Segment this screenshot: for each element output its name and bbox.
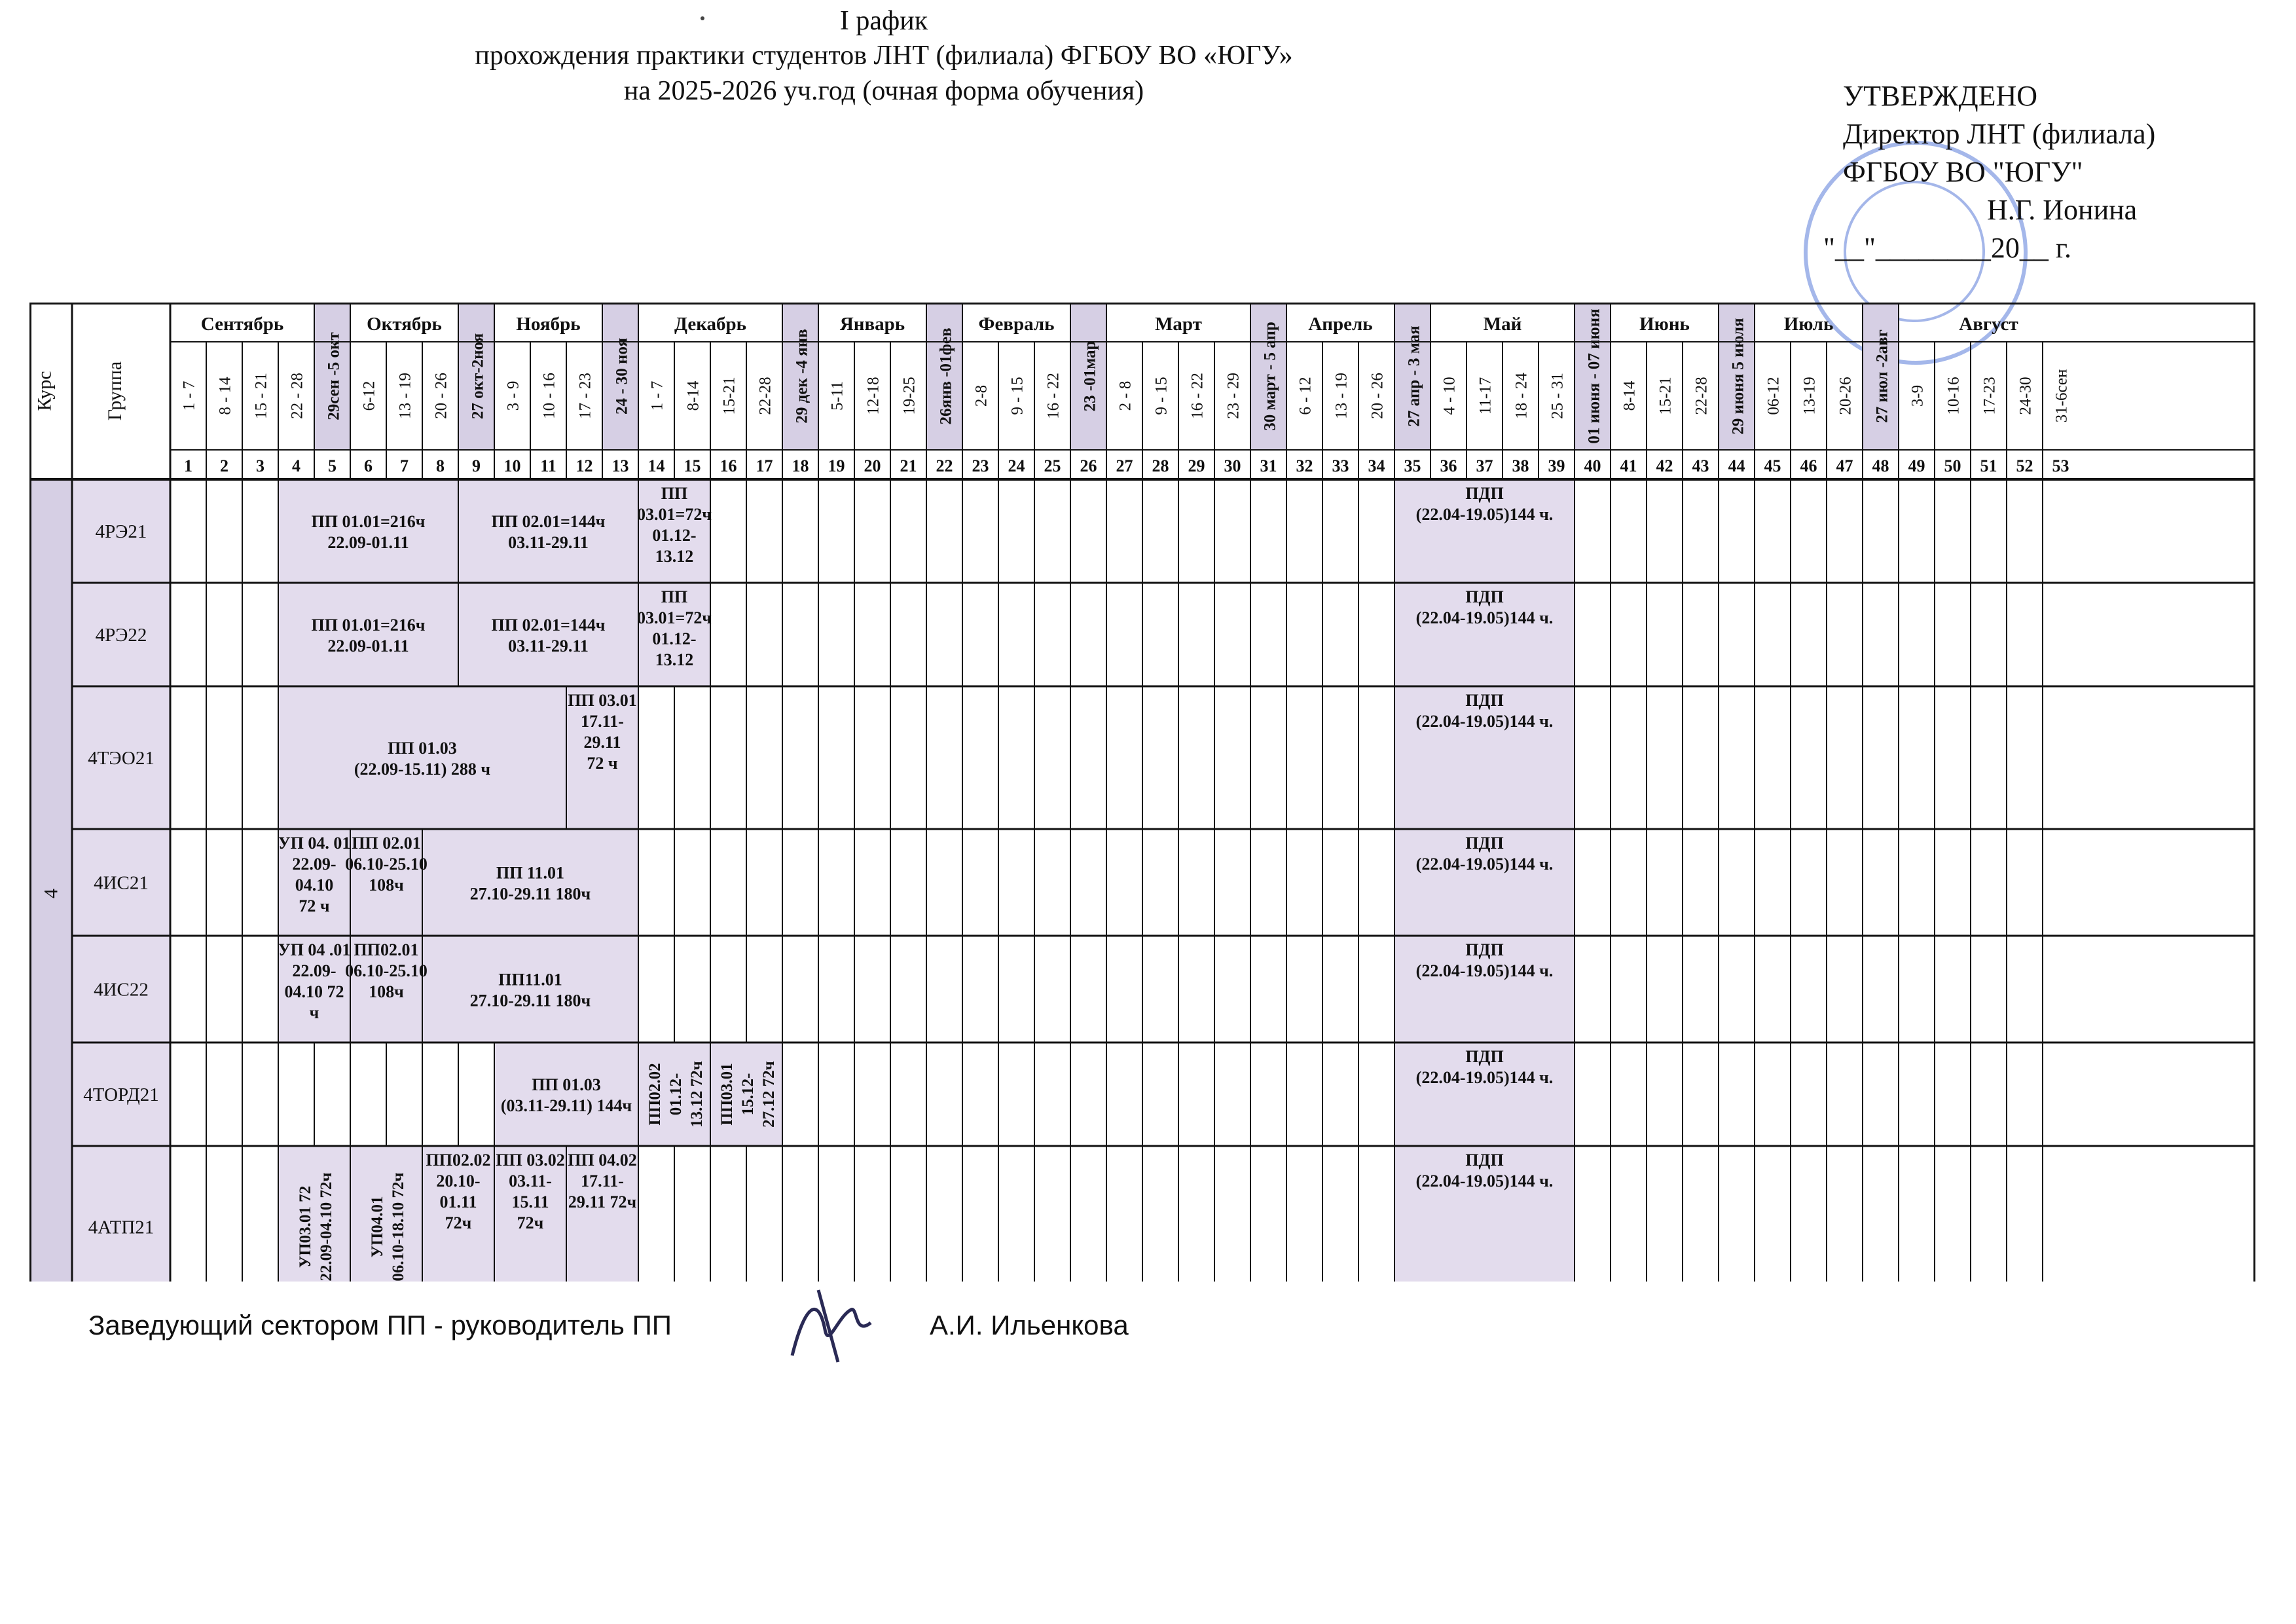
week-number: 20 — [864, 456, 881, 475]
week-range-label: 22-28 — [756, 377, 774, 415]
practice-block-text: 72ч — [517, 1213, 544, 1232]
practice-block-text: 27.12 72ч — [760, 1061, 778, 1128]
week-range-label: 15 - 21 — [252, 373, 270, 419]
week-number: 26 — [1080, 456, 1097, 475]
practice-block-text: ПДП — [1465, 1047, 1504, 1066]
practice-block-text: 03.11- — [509, 1172, 552, 1190]
practice-block-text: УП 04 .01 — [278, 940, 351, 959]
practice-block-text: 108ч — [369, 982, 404, 1001]
practice-block-text: 17.11- — [581, 1172, 624, 1190]
week-number: 3 — [256, 456, 264, 475]
week-number: 12 — [575, 456, 593, 475]
practice-block-text: ПП 04.02 — [568, 1151, 637, 1170]
practice-block-text: ПП — [661, 587, 688, 606]
week-number: 21 — [900, 456, 917, 475]
week-range-label: 8-14 — [684, 380, 702, 411]
approval-heading: УТВЕРЖДЕНО — [1843, 80, 2038, 112]
week-number: 31 — [1260, 456, 1277, 475]
month-transition-label: 30 март - 5 апр — [1261, 322, 1279, 431]
practice-block-text: ПДП — [1465, 484, 1504, 503]
week-number: 10 — [503, 456, 521, 475]
practice-block-text: 03.01=72ч — [637, 608, 712, 627]
practice-block-text: 15.12- — [739, 1073, 757, 1116]
week-number: 7 — [400, 456, 409, 475]
week-number: 16 — [720, 456, 737, 475]
month-label: Август — [1959, 314, 2018, 335]
week-range-label: 18 - 24 — [1512, 373, 1531, 419]
practice-block-text: 15.11 — [511, 1192, 549, 1211]
practice-block-text: ПДП — [1465, 587, 1504, 606]
week-number: 24 — [1008, 456, 1025, 475]
practice-block — [422, 829, 638, 936]
week-range-label: 16 - 22 — [1044, 373, 1063, 419]
month-transition-label: 01 июня - 07 июня — [1585, 308, 1603, 444]
practice-block-text: (22.04-19.05)144 ч. — [1415, 608, 1554, 627]
month-transition-label: 29сен -5 окт — [325, 332, 343, 420]
week-number: 6 — [364, 456, 373, 475]
week-number: 30 — [1224, 456, 1241, 475]
week-range-label: 12-18 — [864, 377, 883, 415]
practice-block — [494, 1043, 638, 1146]
practice-block-text: 17.11- — [581, 712, 624, 731]
week-number: 34 — [1368, 456, 1385, 475]
week-number: 50 — [1944, 456, 1961, 475]
month-label: Сентябрь — [200, 314, 284, 335]
week-range-label: 20 - 26 — [1368, 373, 1387, 419]
practice-block-text: (22.04-19.05)144 ч. — [1415, 961, 1554, 980]
practice-block-text: 03.11-29.11 — [508, 637, 589, 655]
week-range-label: 9 - 15 — [1152, 377, 1171, 415]
month-transition-label: 27 окт-2ноя — [469, 333, 487, 420]
practice-block-text: 22.09-01.11 — [327, 637, 409, 655]
practice-block-text: (22.09-15.11) 288 ч — [354, 760, 491, 779]
week-range-label: 16 - 22 — [1188, 373, 1207, 419]
week-range-label: 22 - 28 — [288, 373, 306, 419]
week-number: 14 — [647, 456, 665, 475]
practice-block-text: 13.12 — [655, 650, 694, 669]
week-number: 27 — [1116, 456, 1133, 475]
week-number: 51 — [1980, 456, 1997, 475]
week-number: 46 — [1800, 456, 1817, 475]
practice-block — [278, 583, 458, 686]
group-name: 4ИС22 — [94, 979, 149, 1001]
practice-block-text: 06.10-18.10 72ч — [390, 1172, 407, 1282]
practice-block-text: 03.11-29.11 — [508, 533, 589, 552]
column-header-course: Курс — [33, 371, 56, 411]
practice-block-text: 01.12- — [667, 1073, 685, 1116]
week-range-label: 23 - 29 — [1224, 373, 1243, 419]
course-cell-bg — [29, 479, 72, 1282]
week-number: 38 — [1512, 456, 1529, 475]
week-number: 2 — [220, 456, 228, 475]
practice-block-text: ч — [309, 1003, 319, 1022]
practice-block-text: УП03.01 72 — [297, 1185, 314, 1268]
week-number: 22 — [936, 456, 953, 475]
month-transition-label: 29 дек -4 янв — [793, 329, 811, 424]
practice-block-text: 01.12- — [652, 526, 697, 545]
practice-block-text: 01.12- — [652, 629, 697, 648]
month-label: Апрель — [1308, 314, 1373, 335]
week-number: 47 — [1836, 456, 1853, 475]
week-number: 8 — [436, 456, 445, 475]
practice-block-text: УП04.01 — [369, 1196, 386, 1258]
week-number: 43 — [1692, 456, 1709, 475]
week-range-label: 3-9 — [1908, 384, 1927, 407]
practice-block-text: 04.10 72 — [284, 982, 344, 1001]
week-number: 23 — [972, 456, 989, 475]
practice-block-text: ПП 01.01=216ч — [311, 616, 426, 635]
group-name: 4ТОРД21 — [83, 1084, 159, 1105]
week-number: 40 — [1584, 456, 1601, 475]
practice-block-text: 27.10-29.11 180ч — [469, 884, 591, 904]
week-range-label: 10-16 — [1944, 377, 1963, 415]
week-number: 53 — [2052, 456, 2069, 475]
week-number: 32 — [1296, 456, 1313, 475]
week-range-label: 11-17 — [1476, 377, 1495, 415]
week-number: 39 — [1548, 456, 1565, 475]
approval-organization: ФГБОУ ВО "ЮГУ" — [1843, 156, 2083, 188]
practice-block — [458, 479, 638, 583]
practice-block-text: 03.01=72ч — [637, 505, 712, 524]
practice-block-text: 13.12 — [655, 547, 694, 566]
month-transition-label: 27 апр - 3 мая — [1405, 325, 1423, 427]
month-label: Февраль — [978, 314, 1055, 335]
month-transition-label: 26янв -01фев — [937, 327, 955, 425]
practice-block — [422, 936, 638, 1043]
week-number: 1 — [184, 456, 192, 475]
month-transition-label: 27 июл -2авг — [1873, 329, 1891, 423]
week-number: 28 — [1152, 456, 1169, 475]
month-label: Октябрь — [367, 314, 442, 335]
week-range-label: 15-21 — [720, 377, 738, 415]
practice-block-text: 22.09-01.11 — [327, 533, 409, 552]
month-label: Июль — [1783, 314, 1834, 335]
week-range-label: 10 - 16 — [540, 373, 558, 419]
week-number: 29 — [1188, 456, 1205, 475]
practice-block-text: ПП 01.01=216ч — [311, 512, 426, 531]
week-range-label: 15-21 — [1656, 377, 1675, 415]
approval-signer: Н.Г. Ионина — [1987, 194, 2138, 226]
week-number: 25 — [1044, 456, 1061, 475]
practice-block — [278, 1146, 350, 1282]
practice-block-text: 22.09- — [292, 961, 337, 980]
week-number: 15 — [683, 456, 701, 475]
practice-block-text: 72 ч — [299, 896, 330, 915]
column-header-group: Группа — [104, 361, 126, 421]
practice-block-text: 108ч — [369, 876, 404, 895]
week-range-label: 8-14 — [1620, 380, 1639, 411]
week-range-label: 17 - 23 — [576, 373, 594, 419]
practice-block-text: 04.10 — [295, 876, 334, 895]
week-number: 17 — [756, 456, 773, 475]
practice-block-text: 06.10-25.10 — [345, 855, 428, 874]
practice-block-text: ПП 01.03 — [388, 739, 457, 758]
week-number: 42 — [1656, 456, 1673, 475]
practice-block-text: 22.09-04.10 72ч — [318, 1172, 335, 1282]
footer-name: А.И. Ильенкова — [930, 1310, 1129, 1340]
practice-block-text: ПДП — [1465, 834, 1504, 853]
practice-block-text: ПП 02.01 — [352, 834, 421, 853]
week-range-label: 17-23 — [1980, 377, 1999, 415]
month-label: Январь — [839, 314, 905, 335]
practice-block-text: 72ч — [445, 1213, 472, 1232]
week-range-label: 6 - 12 — [1296, 377, 1315, 415]
week-number: 41 — [1620, 456, 1637, 475]
week-range-label: 9 - 15 — [1008, 377, 1027, 415]
signature-icon — [779, 1277, 884, 1369]
practice-block-text: ПП 02.01=144ч — [491, 616, 606, 635]
week-number: 5 — [328, 456, 337, 475]
practice-block-text: (22.04-19.05)144 ч. — [1415, 505, 1554, 524]
week-range-label: 13 - 19 — [396, 373, 414, 419]
practice-block-text: ПДП — [1465, 691, 1504, 710]
practice-block-text: 22.09- — [292, 855, 337, 874]
week-number: 33 — [1332, 456, 1349, 475]
week-number: 35 — [1404, 456, 1421, 475]
week-number: 44 — [1728, 456, 1745, 475]
practice-block-text: (22.04-19.05)144 ч. — [1415, 1172, 1554, 1190]
week-number: 36 — [1440, 456, 1457, 475]
document-title-line2: прохождения практики студентов ЛНТ (филиала) ФГБОУ ВО «ЮГУ» — [475, 41, 1293, 71]
group-name: 4ТЭО21 — [88, 748, 155, 769]
week-range-label: 31-6сен — [2052, 369, 2071, 423]
week-number: 19 — [828, 456, 845, 475]
week-range-label: 4 - 10 — [1440, 377, 1459, 415]
practice-block-text: ПП 11.01 — [496, 863, 565, 883]
practice-block-text: 13.12 72ч — [688, 1061, 706, 1128]
practice-block-text: (22.04-19.05)144 ч. — [1415, 855, 1554, 874]
week-range-label: 2-8 — [972, 384, 991, 407]
week-range-label: 06-12 — [1764, 377, 1783, 415]
practice-block-text: ПП02.01 — [354, 940, 419, 959]
week-number: 48 — [1872, 456, 1889, 475]
practice-block-text: 01.11 — [439, 1192, 477, 1211]
week-number: 9 — [472, 456, 481, 475]
week-range-label: 19-25 — [900, 377, 919, 415]
month-label: Ноябрь — [516, 314, 581, 335]
week-range-label: 20-26 — [1836, 377, 1855, 415]
practice-block-text: 20.10- — [436, 1172, 481, 1190]
practice-block-text: ПДП — [1465, 1151, 1504, 1170]
month-label: Май — [1483, 314, 1522, 335]
group-name: 4РЭ22 — [95, 625, 147, 646]
practice-block-text: ПП11.01 — [498, 970, 562, 989]
practice-block — [458, 583, 638, 686]
practice-block-text: (22.04-19.05)144 ч. — [1415, 1068, 1554, 1087]
group-name: 4РЭ21 — [95, 521, 147, 542]
group-name: 4ИС21 — [94, 872, 149, 894]
month-transition-label: 23 -01мар — [1081, 341, 1099, 412]
week-range-label: 24-30 — [2016, 377, 2035, 415]
month-transition-label: 29 июня 5 июля — [1729, 318, 1747, 435]
practice-block-text: ПП 02.01=144ч — [491, 512, 606, 531]
practice-block — [350, 1146, 422, 1282]
approval-date: "__"________20__ г. — [1823, 232, 2072, 264]
week-number: 49 — [1908, 456, 1925, 475]
month-label: Декабрь — [674, 314, 746, 335]
practice-block-text: 29.11 — [583, 733, 621, 752]
practice-block-text: УП 04. 01 — [278, 834, 351, 853]
document-title-line3: на 2025-2026 уч.год (очная форма обучения) — [623, 76, 1144, 106]
practice-block-text: 29.11 72ч — [568, 1192, 637, 1211]
practice-block-text: (03.11-29.11) 144ч — [500, 1096, 632, 1115]
practice-block-text: 72 ч — [587, 754, 618, 773]
week-range-label: 13-19 — [1800, 377, 1819, 415]
practice-block-text: (22.04-19.05)144 ч. — [1415, 712, 1554, 731]
practice-block-text: ПП03.01 — [718, 1063, 736, 1126]
group-name: 4АТП21 — [88, 1217, 155, 1238]
footer-position: Заведующий сектором ПП - руководитель ПП — [88, 1310, 672, 1340]
week-range-label: 22-28 — [1692, 377, 1711, 415]
week-range-label: 13 - 19 — [1332, 373, 1351, 419]
week-range-label: 8 - 14 — [216, 377, 234, 415]
practice-block-text: ПП 03.01 — [568, 691, 637, 710]
week-number: 52 — [2016, 456, 2033, 475]
week-range-label: 6-12 — [360, 380, 378, 411]
practice-block — [278, 479, 458, 583]
practice-schedule-table — [29, 303, 2255, 1282]
week-number: 13 — [611, 456, 629, 475]
week-range-label: 1 - 7 — [648, 380, 666, 411]
month-label: Июнь — [1639, 314, 1690, 335]
month-transition-label: 24 - 30 ноя — [613, 337, 631, 415]
week-number: 18 — [792, 456, 809, 475]
practice-block-text: 27.10-29.11 180ч — [469, 991, 591, 1010]
practice-block-text: ПП 03.02 — [496, 1151, 565, 1170]
practice-block-text: ПП — [661, 484, 688, 503]
practice-block-text: ПДП — [1465, 940, 1504, 959]
week-number: 11 — [540, 456, 556, 475]
week-range-label: 1 - 7 — [180, 380, 198, 411]
practice-block — [278, 686, 566, 829]
approval-block — [1823, 77, 2156, 267]
practice-block-text: 06.10-25.10 — [345, 961, 428, 980]
document-title-line1: I рафик — [839, 6, 928, 36]
month-label: Март — [1155, 314, 1202, 335]
practice-block-text: ПП02.02 — [426, 1151, 491, 1170]
practice-block-text: ПП02.02 — [646, 1063, 664, 1126]
approval-position: Директор ЛНТ (филиала) — [1843, 118, 2156, 150]
week-number: 37 — [1476, 456, 1493, 475]
week-range-label: 5-11 — [828, 381, 847, 411]
week-range-label: 2 - 8 — [1116, 380, 1135, 411]
week-range-label: 25 - 31 — [1548, 373, 1567, 419]
week-range-label: 3 - 9 — [504, 380, 522, 411]
week-number: 45 — [1764, 456, 1781, 475]
course-value: 4 — [40, 889, 62, 898]
week-range-label: 20 - 26 — [432, 373, 450, 419]
week-number: 4 — [292, 456, 301, 475]
practice-block-text: ПП 01.03 — [532, 1075, 601, 1094]
